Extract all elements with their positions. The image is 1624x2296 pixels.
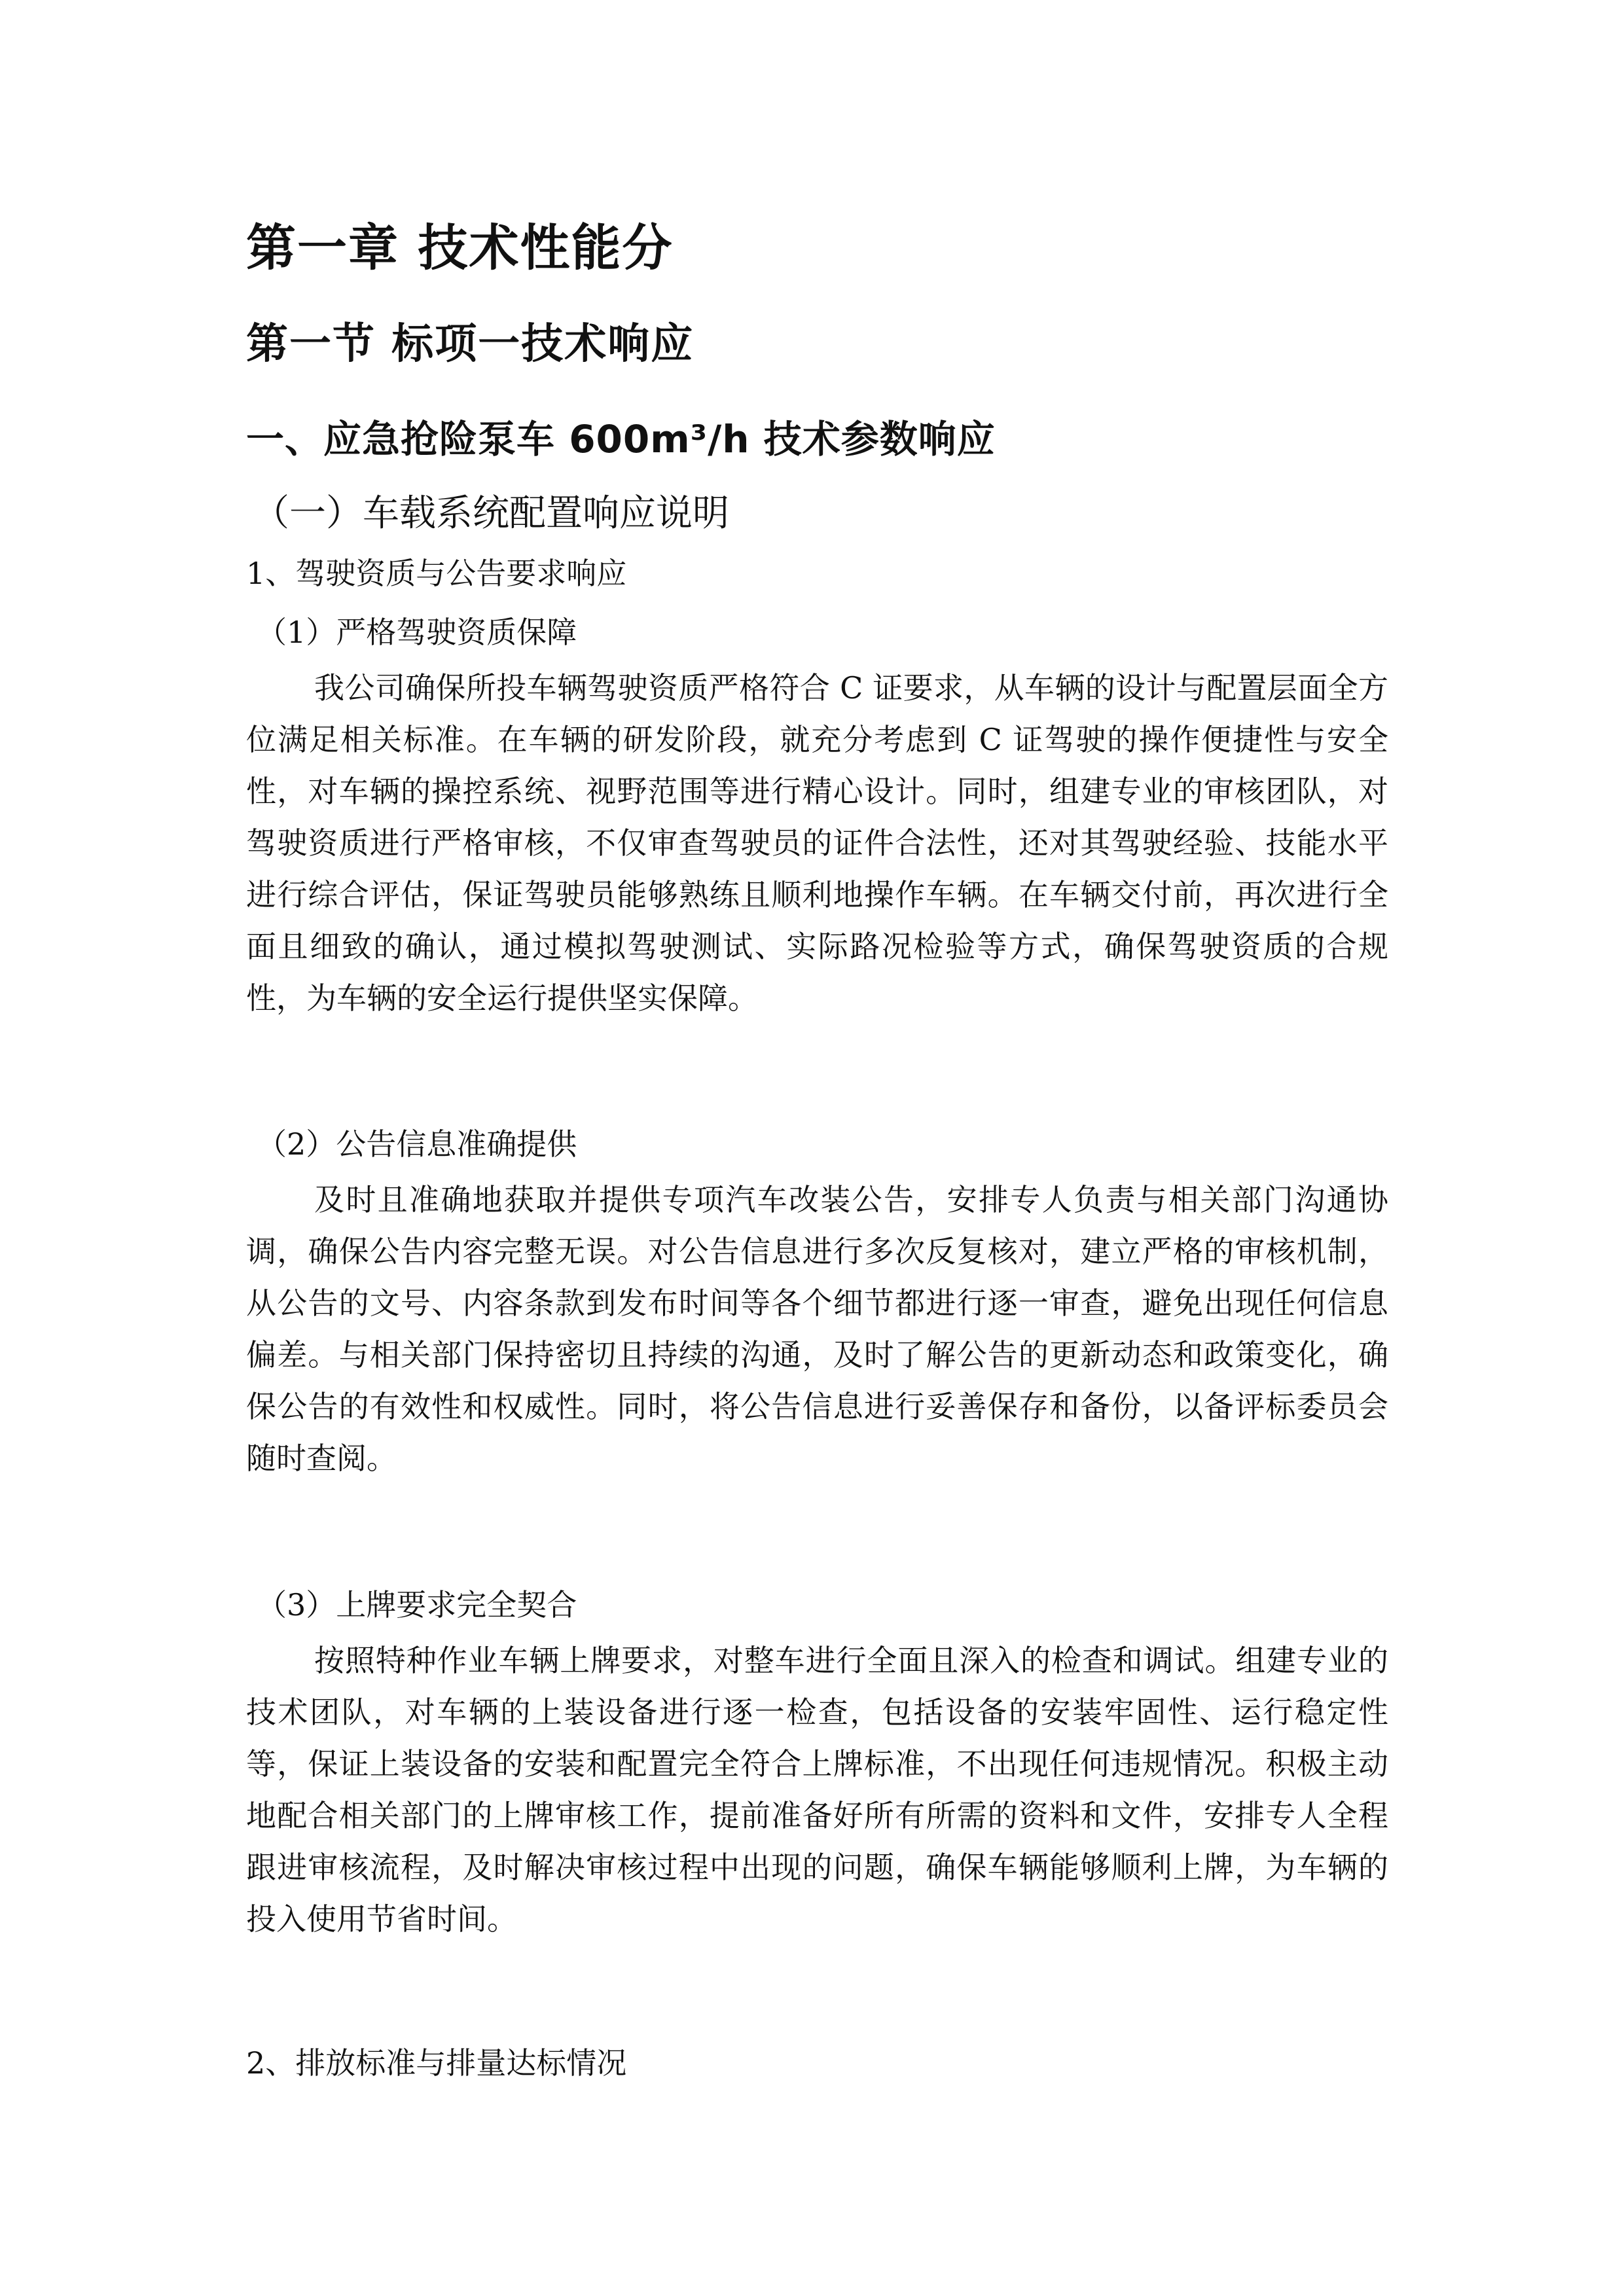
item-2-title: 2、排放标准与排量达标情况 <box>246 2045 627 2081</box>
item-1-sub-2-body: 及时且准确地获取并提供专项汽车改装公告，安排专人负责与相关部门沟通协调，确保公告内容完整无误。对公告信息进行多次反复核对，建立严格的审核机制，从公告的文号、内容条款到发布时间等各个细节都进行逐一审查，避免出现任何信息偏差。与相关部门保持密切且持续的沟通，及时了解公告的更新动态和政策变化，确保公告的有效性和权威性。同时，将公告信息进行妥善保存和备份，以备评标委员会随时查阅。 <box>246 1182 1388 1476</box>
item-1-title: 1、驾驶资质与公告要求响应 <box>246 556 627 591</box>
item-1-sub-2-title: （2）公告信息准确提供 <box>257 1126 577 1162</box>
chapter-title: 第一章 技术性能分 <box>246 219 674 277</box>
part-title: （一）车载系统配置响应说明 <box>253 492 729 535</box>
item-1-sub-3-title: （3）上牌要求完全契合 <box>257 1587 577 1623</box>
item-1-sub-1-title: （1）严格驾驶资质保障 <box>257 615 577 650</box>
item-1-sub-3-body: 按照特种作业车辆上牌要求，对整车进行全面且深入的检查和调试。组建专业的技术团队，对车辆的上装设备进行逐一检查，包括设备的安装牢固性、运行稳定性等，保证上装设备的安装和配置完全符合上牌标准，不出现任何违规情况。积极主动地配合相关部门的上牌审核工作，提前准备好所有所需的资料和文件，安排专人全程跟进审核流程，及时解决审核过程中出现的问题，确保车辆能够顺利上牌，为车辆的投入使用节省时间。 <box>246 1643 1388 1937</box>
section-title: 第一节 标项一技术响应 <box>246 320 695 368</box>
subsection-title: 一、应急抢险泵车 600m³/h 技术参数响应 <box>246 417 996 461</box>
item-1-sub-1-body: 我公司确保所投车辆驾驶资质严格符合 C 证要求，从车辆的设计与配置层面全方位满足相关标准。在车辆的研发阶段，就充分考虑到 C 证驾驶的操作便捷性与安全性，对车辆的操控系统、视野范围等进行精心设计。同时，组建专业的审核团队，对驾驶资质进行严格审核，不仅审查驾驶员的证件合法性，还对其驾驶经验、技能水平进行综合评估，保证驾驶员能够熟练且顺利地操作车辆。在车辆交付前，再次进行全面且细致的确认，通过模拟驾驶测试、实际路况检验等方式，确保驾驶资质的合规性，为车辆的安全运行提供坚实保障。 <box>246 670 1388 1016</box>
